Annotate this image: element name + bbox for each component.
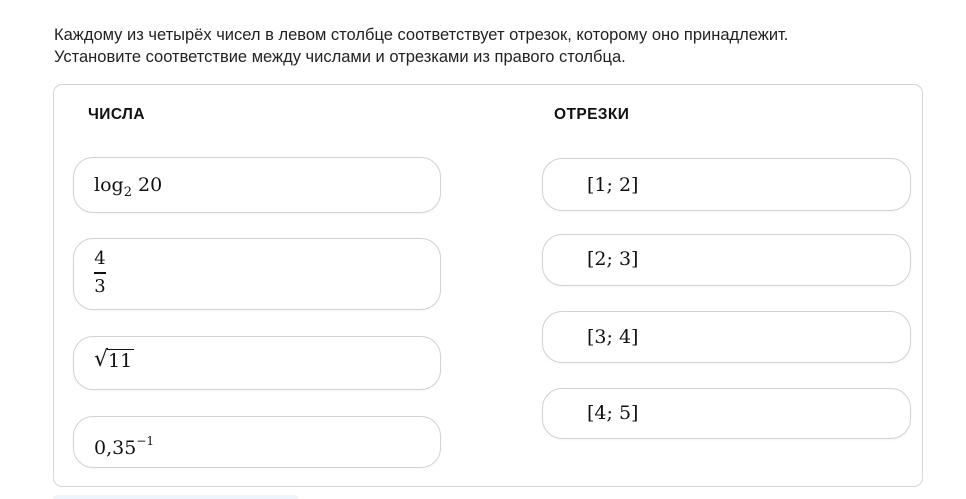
number-card-power[interactable]: [73, 416, 441, 468]
segment-card-3-4[interactable]: [542, 311, 911, 363]
sqrt-radicand: 11: [108, 350, 133, 372]
segment-card-4-5[interactable]: [542, 388, 911, 439]
log-func: log: [94, 174, 124, 196]
number-fraction-expression: [94, 249, 106, 296]
segment-label-3-4: [3; 4]: [587, 326, 639, 348]
number-log-expression: [94, 176, 162, 199]
segments-column-header: ОТРЕЗКИ: [554, 106, 630, 123]
log-base: 2: [123, 185, 132, 200]
power-base: 0,35: [94, 437, 137, 459]
task-statement: [54, 25, 934, 68]
matching-panel: [53, 84, 923, 487]
task-line-2: Установите соответствие между числами и отрезками из правого столбца.: [54, 47, 626, 66]
task-line-1: Каждому из четырёх чисел в левом столбце соответствует отрезок, которому оно принадлежит.: [54, 26, 789, 44]
numbers-column-header: ЧИСЛА: [88, 106, 145, 123]
number-sqrt-expression: [94, 349, 134, 371]
segment-label-4-5: [4; 5]: [587, 402, 639, 424]
fraction-numerator: 4: [94, 248, 106, 269]
sqrt-sign: √: [94, 347, 109, 372]
power-exponent: −1: [136, 434, 155, 448]
segment-label-1-2: [1; 2]: [587, 174, 639, 196]
segment-card-1-2[interactable]: [542, 158, 911, 211]
number-card-sqrt[interactable]: [73, 336, 441, 390]
segment-card-2-3[interactable]: [542, 234, 911, 286]
number-card-fraction[interactable]: [73, 238, 441, 310]
fraction-bar: [94, 272, 106, 274]
log-argument: 20: [138, 174, 163, 196]
fraction-denominator: 3: [94, 275, 106, 297]
segment-label-2-3: [2; 3]: [587, 248, 639, 270]
number-card-log[interactable]: [73, 157, 441, 213]
number-power-expression: [94, 435, 154, 458]
bottom-button-edge: [53, 495, 298, 499]
